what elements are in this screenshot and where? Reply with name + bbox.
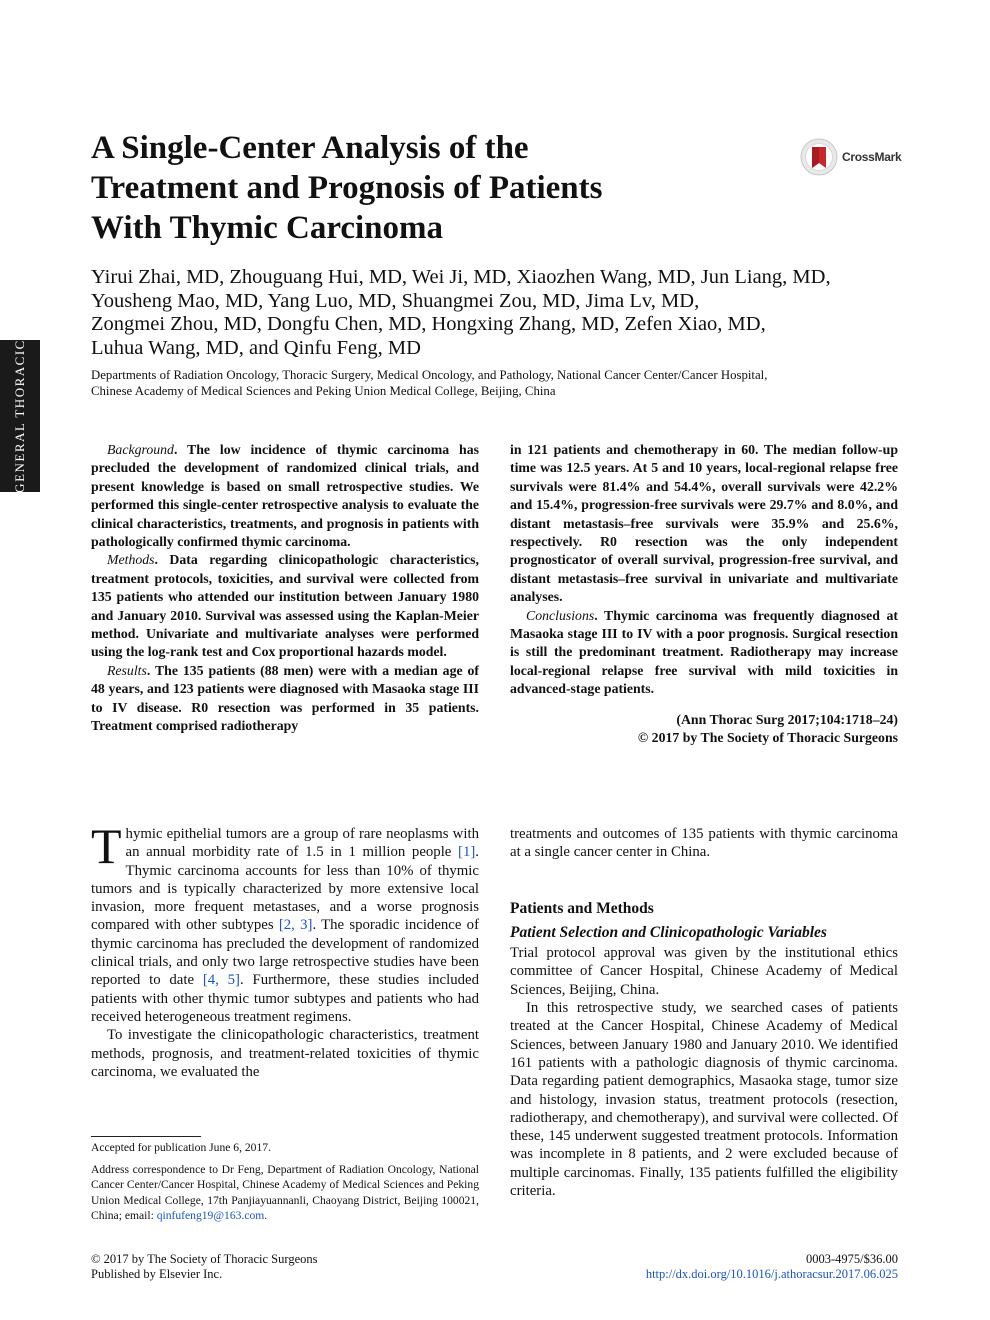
correspondence-text: Address correspondence to Dr Feng, Department of Radiation Oncology, National Cancer Center/Cancer Hospital, Chinese Academy of Medical Sciences and Peking Union Medical College, 17th Panjiayuannanli, Chaoyang District, Beijing 100021, China; email: — [91, 1162, 479, 1223]
affiliation-line: Chinese Academy of Medical Sciences and Peking Union Medical College, Beijing, China — [91, 383, 556, 398]
methods-paragraph: In this retrospective study, we searched cases of patients treated at the Cancer Hospital, Chinese Academy of Medical Sciences, between January 1980 and January 2010. We identified 161 patients with a pathologic diagnosis of thymic carcinoma. Data regarding patient demographics, Masaoka stage, tumor size and histology, invasion status, treatment protocols (resection, radiotherapy, and chemotherapy), and survival were collected. Of these, 145 underwent suggested treatment protocols. Information was incomplete in 8 patients, and 2 were excluded because of multiple carcinomas. Finally, 135 patients fulfilled the eligibility criteria. — [510, 1000, 898, 1200]
body-left-column — [91, 818, 479, 1081]
intro-text: . Thymic carcinoma accounts for less than 10% of thymic tumors and is typically characterized by more extensive local invasion, more frequent metastases, and a worse prognosis compared with other subtypes — [91, 844, 479, 934]
author-line: Zongmei Zhou, MD, Dongfu Chen, MD, Hongxing Zhang, MD, Zefen Xiao, MD, — [91, 313, 766, 335]
title-line: Treatment and Prognosis of Patients — [91, 170, 603, 206]
methods-paragraph: Trial protocol approval was given by the institutional ethics committee of Cancer Hospital, Chinese Academy of Medical Sciences, Beijing, China. — [510, 945, 898, 998]
results-heading: Results — [107, 662, 147, 678]
article-title — [91, 128, 731, 248]
author-line: Yirui Zhai, MD, Zhouguang Hui, MD, Wei Ji, MD, Xiaozhen Wang, MD, Jun Liang, MD, — [91, 266, 831, 288]
intro-paragraph-2-continued: treatments and outcomes of 135 patients with thymic carcinoma at a single cancer center in China. — [510, 826, 898, 861]
conclusions-heading: Conclusions — [526, 607, 595, 623]
email-link[interactable]: qinfufeng19@163.com — [156, 1209, 265, 1223]
accepted-note: Accepted for publication June 6, 2017. — [91, 1141, 271, 1154]
crossmark-badge[interactable] — [800, 138, 901, 176]
footer-left — [91, 1252, 317, 1282]
abstract-results — [91, 662, 479, 736]
journal-citation: (Ann Thorac Surg 2017;104:1718–24) — [676, 711, 898, 727]
footnote-divider — [91, 1136, 201, 1137]
correspondence-end: . — [264, 1209, 268, 1223]
side-tab-label: GENERAL THORACIC — [12, 339, 28, 493]
abstract-left-column — [91, 441, 479, 736]
footer-copyright: © 2017 by The Society of Thoracic Surgeons — [91, 1252, 318, 1266]
affiliations — [91, 368, 911, 399]
subsection-heading: Patient Selection and Clinicopathologic Variables — [510, 923, 827, 941]
reference-link[interactable]: [2, 3] — [278, 917, 313, 934]
intro-text: hymic epithelial tumors are a group of rare neoplasms with an annual morbidity rate of 1.5 in 1 million people — [125, 826, 479, 861]
issn-price: 0003-4975/$36.00 — [805, 1252, 898, 1266]
background-text: . The low incidence of thymic carcinoma has precluded the development of randomized clinical trials, and present knowledge is based on small retrospective studies. We performed this single-center retrospective analysis to evaluate the clinical characteristics, treatments, and prognosis in patients with pathologically confirmed thymic carcinoma. — [91, 442, 479, 550]
intro-paragraph-2: To investigate the clinicopathologic characteristics, treatment methods, prognosis, and treatment-related toxicities of thymic carcinoma, we evaluated the — [91, 1027, 479, 1080]
author-line: Luhua Wang, MD, and Qinfu Feng, MD — [91, 336, 421, 359]
citation-block — [510, 711, 898, 748]
abstract-results-continued: in 121 patients and chemotherapy in 60. The median follow-up time was 12.5 years. At 5 and 10 years, local-regional relapse free survivals were 81.4% and 54.4%, overall survivals were 42.2% and 15.4%, progression-free survivals were 29.7% and 8.0%, and distant metastasis–free survivals were 35.9% and 25.6%, respectively. R0 resection was the only independent prognosticator of overall survival, progression-free survival, and distant metastasis–free survival in univariate and multivariate analyses. — [510, 442, 898, 605]
doi-link[interactable]: http://dx.doi.org/10.1016/j.athoracsur.2017.06.025 — [645, 1267, 898, 1281]
section-heading: Patients and Methods — [510, 899, 654, 917]
body-right-column — [510, 825, 898, 1200]
intro-paragraph — [91, 818, 479, 1026]
title-line: With Thymic Carcinoma — [91, 210, 444, 246]
author-line: Yousheng Mao, MD, Yang Luo, MD, Shuangmei Zou, MD, Jima Lv, MD, — [91, 289, 700, 312]
drop-cap: T — [91, 818, 122, 874]
abstract-background — [91, 441, 479, 551]
abstract-methods — [91, 551, 479, 661]
affiliation-line: Departments of Radiation Oncology, Thoracic Surgery, Medical Oncology, and Pathology, National Cancer Center/Cancer Hospital, — [91, 368, 768, 382]
crossmark-icon — [800, 138, 838, 176]
results-text: . The 135 patients (88 men) were with a median age of 48 years, and 123 patients were diagnosed with Masaoka stage III to IV disease. R0 resection was performed in 35 patients. Treatment comprised radiotherapy — [91, 662, 479, 734]
reference-link[interactable]: [1] — [458, 844, 476, 861]
author-list — [91, 266, 911, 360]
intro-text: . The sporadic incidence of thymic carcinoma has precluded the development of randomized clinical trials, and only two large retrospective studies have been reported to date — [91, 917, 479, 989]
title-line: A Single-Center Analysis of the — [91, 130, 529, 166]
footer-publisher: Published by Elsevier Inc. — [91, 1267, 223, 1281]
methods-heading: Methods — [107, 552, 155, 568]
section-side-tab — [0, 340, 40, 492]
intro-text: . Furthermore, these studies included patients with other thymic tumor subtypes and patients who had received heterogeneous treatment regimens. — [91, 972, 479, 1025]
background-heading: Background — [107, 442, 174, 457]
abstract-right-column — [510, 441, 898, 748]
crossmark-label: CrossMark — [842, 150, 902, 164]
abstract-conclusions — [510, 607, 898, 699]
reference-link[interactable]: [4, 5] — [202, 972, 240, 989]
footer-right — [646, 1252, 898, 1282]
footnotes — [91, 1140, 479, 1230]
correspondence-note — [91, 1162, 479, 1224]
abstract-copyright: © 2017 by The Society of Thoracic Surgeons — [637, 730, 898, 746]
conclusions-text: . Thymic carcinoma was frequently diagnosed at Masaoka stage III to IV with a poor prognosis. Surgical resection is still the predominant treatment. Radiotherapy may increase local-regional relapse free survival with mild toxicities in advanced-stage patients. — [510, 607, 898, 697]
methods-text: . Data regarding clinicopathologic characteristics, treatment protocols, toxicities, and survival were collected from 135 patients who attended our institution between January 1980 and January 2010. Survival was assessed using the Kaplan-Meier method. Univariate and multivariate analyses were performed using the log-rank test and Cox proportional hazards model. — [91, 552, 479, 660]
